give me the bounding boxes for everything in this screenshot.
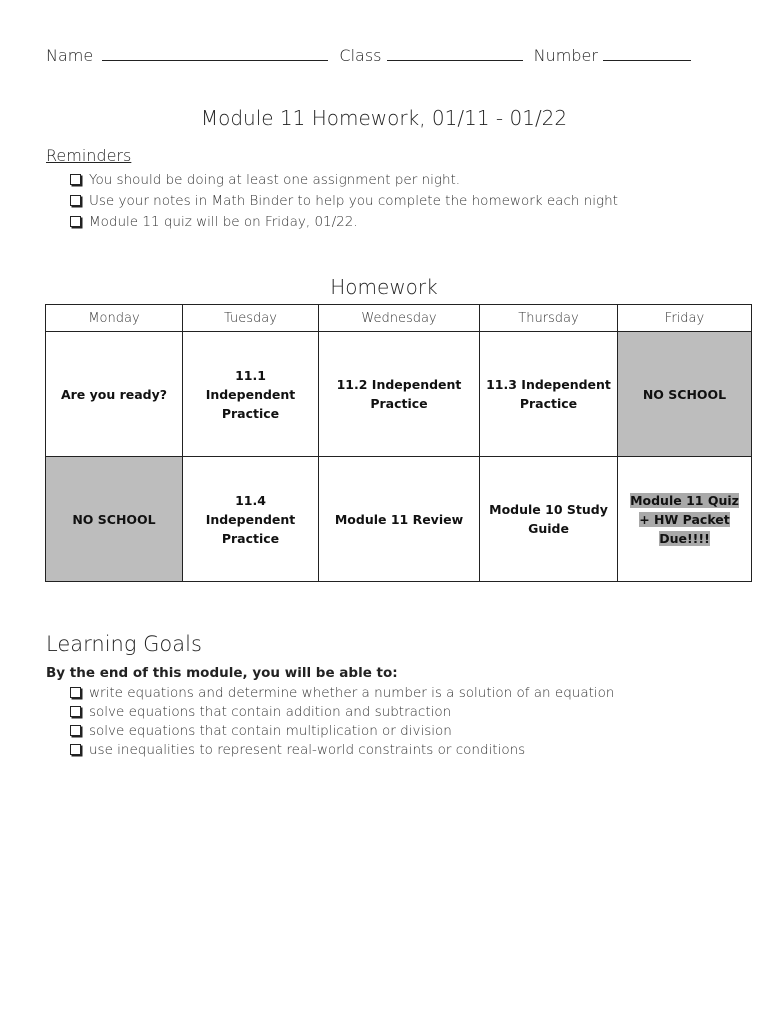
page-title: Module 11 Homework, 01/11 - 01/22	[200, 106, 568, 130]
table-cell: 11.3 Independent Practice	[480, 332, 618, 457]
table-cell: Module 11 Review	[319, 457, 480, 582]
class-blank[interactable]	[387, 46, 523, 61]
quiz-cell	[618, 457, 752, 582]
name-label: Name	[46, 46, 94, 65]
checkbox-icon	[70, 174, 81, 185]
table-cell: Are you ready?	[46, 332, 183, 457]
list-item: use inequalities to represent real-world constraints or conditions	[70, 741, 614, 760]
reminders-heading: Reminders	[46, 146, 132, 165]
table-cell: 11.2 Independent Practice	[319, 332, 480, 457]
highlighted-quiz-text: Module 11 Quiz + HW Packet Due!!!!	[630, 492, 739, 546]
table-header-row	[46, 305, 752, 332]
day-header-friday: Friday	[618, 305, 752, 332]
number-blank[interactable]	[603, 46, 691, 61]
checkbox-icon	[70, 706, 81, 717]
homework-table	[45, 304, 752, 582]
table-cell: Module 10 Study Guide	[480, 457, 618, 582]
checkbox-icon	[70, 195, 81, 206]
number-label: Number	[533, 46, 598, 65]
list-item: solve equations that contain multiplication or division	[70, 722, 614, 741]
table-cell: 11.4 Independent Practice	[183, 457, 319, 582]
checkbox-icon	[70, 687, 81, 698]
student-info-line	[46, 46, 726, 65]
table-row	[46, 457, 752, 582]
day-header-wednesday: Wednesday	[319, 305, 480, 332]
list-item: write equations and determine whether a number is a solution of an equation	[70, 684, 614, 703]
learning-goals-heading: Learning Goals	[46, 632, 202, 656]
day-header-tuesday: Tuesday	[183, 305, 319, 332]
reminders-list	[70, 170, 618, 233]
checkbox-icon	[70, 725, 81, 736]
list-item: You should be doing at least one assignment per night.	[70, 170, 618, 191]
day-header-monday: Monday	[46, 305, 183, 332]
checkbox-icon	[70, 744, 81, 755]
list-item: solve equations that contain addition and subtraction	[70, 703, 614, 722]
table-row	[46, 332, 752, 457]
list-item: Module 11 quiz will be on Friday, 01/22.	[70, 212, 618, 233]
day-header-thursday: Thursday	[480, 305, 618, 332]
learning-goals-intro: By the end of this module, you will be able to:	[46, 665, 398, 681]
class-label: Class	[339, 46, 382, 65]
learning-goals-list	[70, 684, 614, 760]
name-blank[interactable]	[102, 46, 328, 61]
table-cell: 11.1 Independent Practice	[183, 332, 319, 457]
list-item: Use your notes in Math Binder to help you complete the homework each night	[70, 191, 618, 212]
no-school-cell: NO SCHOOL	[46, 457, 183, 582]
checkbox-icon	[70, 216, 81, 227]
no-school-cell: NO SCHOOL	[618, 332, 752, 457]
homework-heading: Homework	[330, 275, 438, 299]
